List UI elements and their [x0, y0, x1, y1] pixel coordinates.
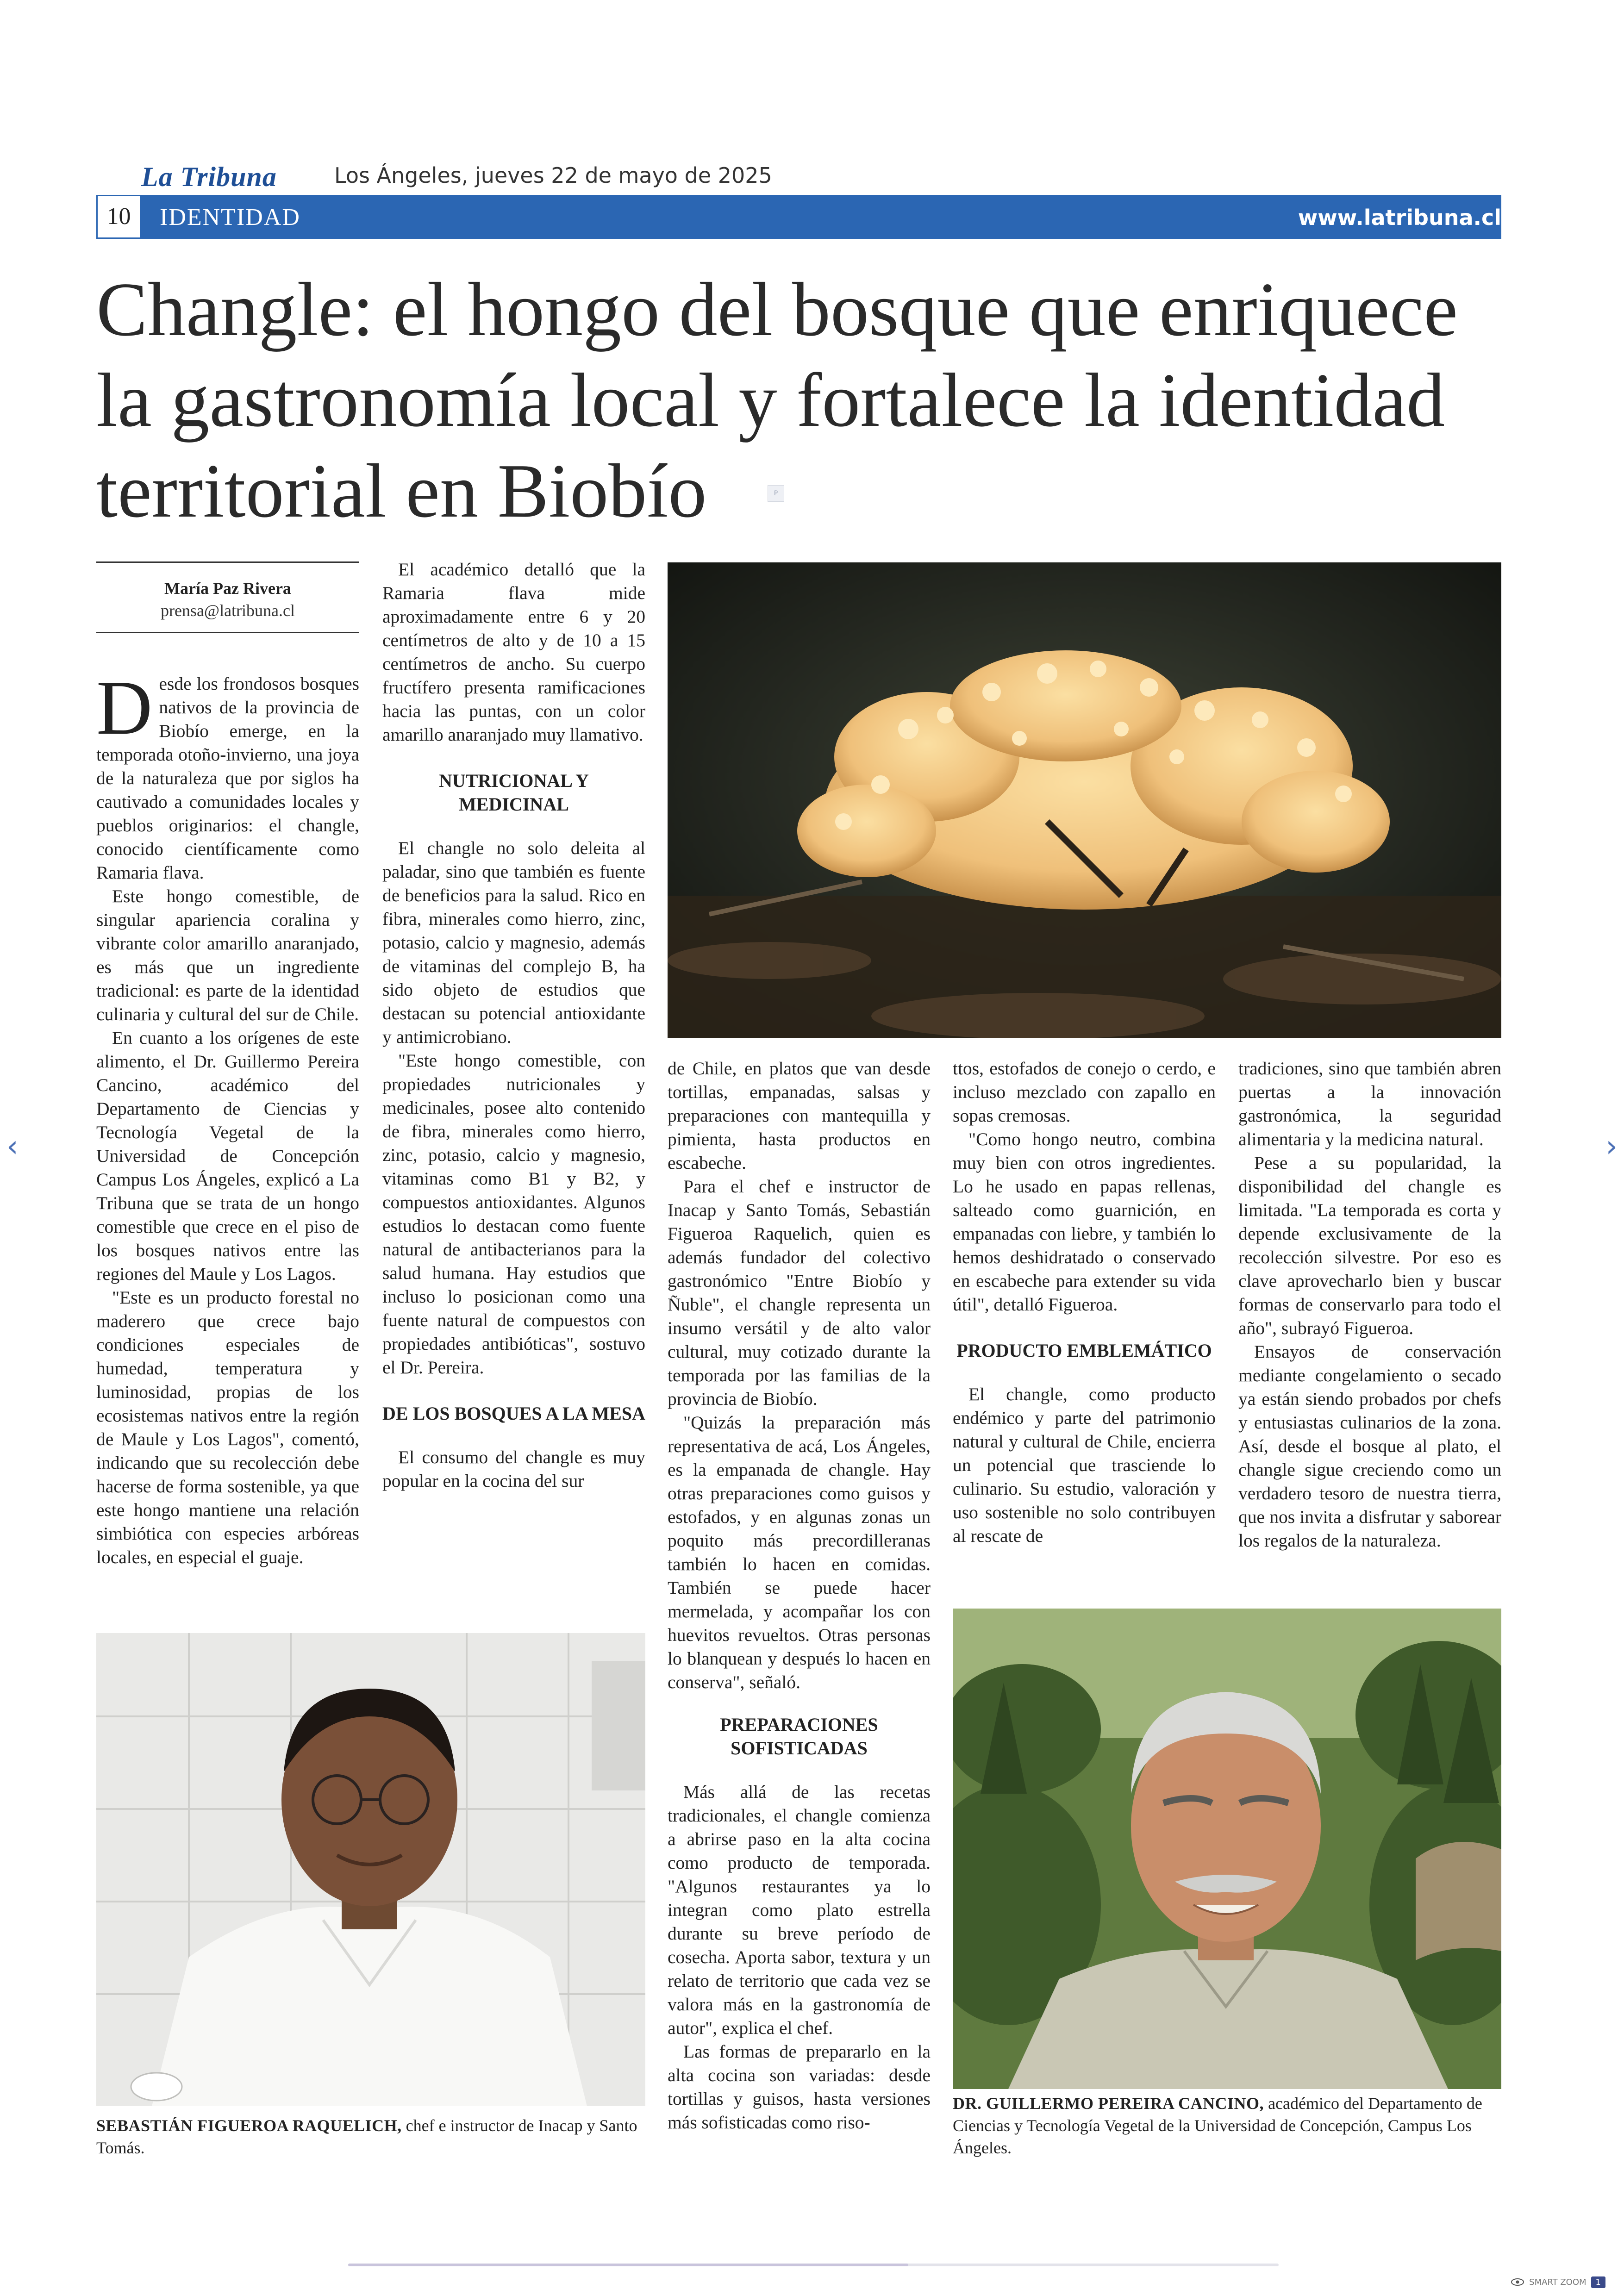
page-number: 10 [96, 195, 141, 239]
paragraph: Más allá de las recetas tradicionales, el changle comienza a abrirse paso en la alta cocina como producto de temporada. "Algunos restaurantes ya lo integran como plato estrella durante su breve período de cosecha. Aporta sabor, textura y un relato de territorio que cada vez se valora más en la gastronomía de autor", explica el chef. [668, 1782, 931, 2038]
next-page-button[interactable] [1605, 1129, 1618, 1164]
chevron-left-icon: ‹ [6, 1129, 19, 1164]
page-scrollbar-thumb[interactable] [348, 2264, 908, 2266]
paragraph: "Quizás la preparación más representativa de acá, Los Ángeles, es la empanada de changle. Hay otras preparaciones como guisos y estofados, y en algunas zonas un poquito más precordilleranas también lo hacen en comidas. También se puede hacer mermelada, y acompañar los con huevitos revueltos. Otras personas lo blanquean y después lo hacen en conserva", señaló. [668, 1412, 931, 1692]
zoom-level-badge: 1 [1591, 2276, 1605, 2288]
subheading: NUTRICIONAL Y MEDICINAL [438, 770, 589, 815]
subheading: DE LOS BOSQUES A LA MESA [382, 1403, 645, 1424]
newspaper-logo: La Tribuna [141, 162, 277, 192]
chef-caption [96, 2114, 645, 2159]
headline: Changle: el hongo del bosque que enriquece la gastronomía local y fortalece la identidad territorial en Biobío [96, 267, 1458, 533]
drop-cap: D [96, 665, 153, 751]
paragraph: El changle, como producto endémico y parte del patrimonio natural y cultural de Chile, encierra un potencial que trasciende lo culinario. Su estudio, valoración y uso sostenible no solo contribuyen al rescate de [953, 1384, 1216, 1546]
paragraph: ttos, estofados de conejo o cerdo, e incluso mezclado con zapallo en sopas cremosas. [953, 1058, 1216, 1126]
dateline: Los Ángeles, jueves 22 de mayo de 2025 [334, 163, 772, 188]
paragraph: "Este hongo comestible, con propiedades nutricionales y medicinales, posee alto contenido de fibra, minerales como hierro, zinc, potasio, calcio y magnesio, vitaminas como B1 y B2, y compuestos antioxidantes. Algunos estudios lo destacan como fuente natural de antibacterianos para la salud humana. Hay estudios que incluso lo posicionan como una fuente natural de compuestos con propiedades antibióticas", sostuvo el Dr. Pereira. [382, 1050, 645, 1378]
article-column-2 [382, 558, 645, 1493]
paragraph: Pese a su popularidad, la disponibilidad del changle es limitada. "La temporada es corta y depende exclusivamente de la recolección silvestre. Por eso es clave aprovecharlo bien y buscar formas de conservarlo para todo el año", subrayó Figueroa. [1238, 1153, 1501, 1338]
doctor-photo [953, 1609, 1501, 2089]
paragraph: Las formas de prepararlo en la alta cocina son variadas: desde tortillas y guisos, hasta versiones más sofisticadas como riso- [668, 2041, 931, 2133]
byline-bottom-rule [96, 632, 359, 633]
section-title: IDENTIDAD [160, 204, 300, 231]
byline-email[interactable]: prensa@latribuna.cl [160, 601, 295, 620]
paragraph: El changle no solo deleita al paladar, sino que también es fuente de beneficios para la salud. Rico en fibra, minerales como hierro, zinc, potasio, calcio y magnesio, además de vitaminas del complejo B, ha sido objeto de estudios que destacan su potencial antioxidante y antimicrobiano. [382, 838, 645, 1047]
smart-zoom-control[interactable] [1511, 2273, 1605, 2291]
caption-text: académico del Departamento de Ciencias y Tecnología Vegetal de la Universidad de Concepción, Campus Los Ángeles. [953, 2094, 1482, 2157]
paragraph: "Como hongo neutro, combina muy bien con otros ingredientes. Lo he usado en papas rellenas, salteado como guarnición, en empanadas con liebre, y también lo hemos deshidratado o conservado en escabeche para extender su vida útil", detalló Figueroa. [953, 1129, 1216, 1315]
article-column-1 [96, 665, 359, 1569]
eye-icon [1511, 2278, 1524, 2286]
paragraph: Para el chef e instructor de Inacap y Santo Tomás, Sebastián Figueroa Raquelich, quien es además fundador del colectivo gastronómico "Entre Biobío y Ñuble", el changle representa un insumo versátil y de alto valor cultural, muy cotizado durante la temporada por las familias de la provincia de Biobío. [668, 1176, 931, 1409]
caption-text: chef e instructor de Inacap y Santo Tomás. [96, 2116, 637, 2157]
caption-name: DR. GUILLERMO PEREIRA CANCINO, [953, 2094, 1264, 2113]
changle-mushroom-photo [668, 562, 1501, 1038]
caption-name: SEBASTIÁN FIGUEROA RAQUELICH, [96, 2116, 402, 2135]
paragraph: En cuanto a los orígenes de este alimento, el Dr. Guillermo Pereira Cancino, académico del Departamento de Ciencias y Tecnología Vegetal de la Universidad de Concepción Campus Los Ángeles, explicó a La Tribuna que se trata de un hongo comestible que crece en el piso de los bosques nativos entre las regiones del Maule y Los Lagos. [96, 1028, 359, 1284]
article-column-4 [953, 1057, 1216, 1548]
paragraph: tradiciones, sino que también abren puertas a la innovación gastronómica, la seguridad alimentaria y la medicina natural. [1238, 1058, 1501, 1149]
paragraph: de Chile, en platos que van desde tortillas, empanadas, salsas y preparaciones con mantequilla y pimienta, hasta productos en escabeche. [668, 1058, 931, 1173]
subheading: PREPARACIONES SOFISTICADAS [720, 1714, 878, 1759]
subheading: PRODUCTO EMBLEMÁTICO [956, 1340, 1212, 1361]
lead-paragraph: Desde los frondosos bosques nativos de la provincia de Biobío emerge, en la temporada otoño-invierno, una joya de la naturaleza que por siglos ha cautivado a comunidades locales y pueblos originarios: el changle, conocido científicamente como Ramaria flava. [96, 665, 359, 883]
byline-top-rule [96, 561, 359, 563]
site-url[interactable]: www.latribuna.cl [1298, 205, 1501, 230]
paragraph: Este hongo comestible, de singular apariencia coralina y vibrante color amarillo anaranjado, es más que un ingrediente tradicional: es parte de la identidad culinaria y cultural del sur de Chile. [96, 886, 359, 1024]
previous-page-button[interactable] [6, 1129, 19, 1164]
paragraph: "Este es un producto forestal no maderero que crece bajo condiciones especiales de humedad, temperatura y luminosidad, propias de los ecosistemas nativos entre la región de Maule y Los Lagos", comentó, indicando que su recolección debe hacerse de forma sostenible, ya que este hongo mantiene una relación simbiótica con especies arbóreas locales, en especial el guaje. [96, 1287, 359, 1567]
section-band [96, 195, 1501, 239]
doctor-caption [953, 2092, 1501, 2159]
byline-author: María Paz Rivera [164, 579, 291, 598]
article-column-3 [668, 1057, 931, 2134]
paragraph: El académico detalló que la Ramaria flava mide aproximadamente entre 6 y 20 centímetros de alto y de 10 a 15 centímetros de ancho. Su cuerpo fructífero presenta ramificaciones hacia las puntas, con un color amarillo anaranjado muy llamativo. [382, 559, 645, 745]
chef-photo [96, 1633, 645, 2106]
paragraph: El consumo del changle es muy popular en la cocina del sur [382, 1447, 645, 1491]
article-column-5 [1238, 1057, 1501, 1553]
chevron-right-icon: › [1605, 1129, 1618, 1164]
paragraph: Ensayos de conservación mediante congelamiento o secado ya están siendo probados por chefs y entusiastas culinarios de la zona. Así, desde el bosque al plato, el changle sigue creciendo como un verdadero tesoro de nuestra tierra, que nos invita a disfrutar y saborear los regalos de la naturaleza. [1238, 1341, 1501, 1551]
smart-zoom-label: SMART ZOOM [1529, 2277, 1587, 2287]
anchor-icon[interactable]: P [768, 485, 784, 502]
